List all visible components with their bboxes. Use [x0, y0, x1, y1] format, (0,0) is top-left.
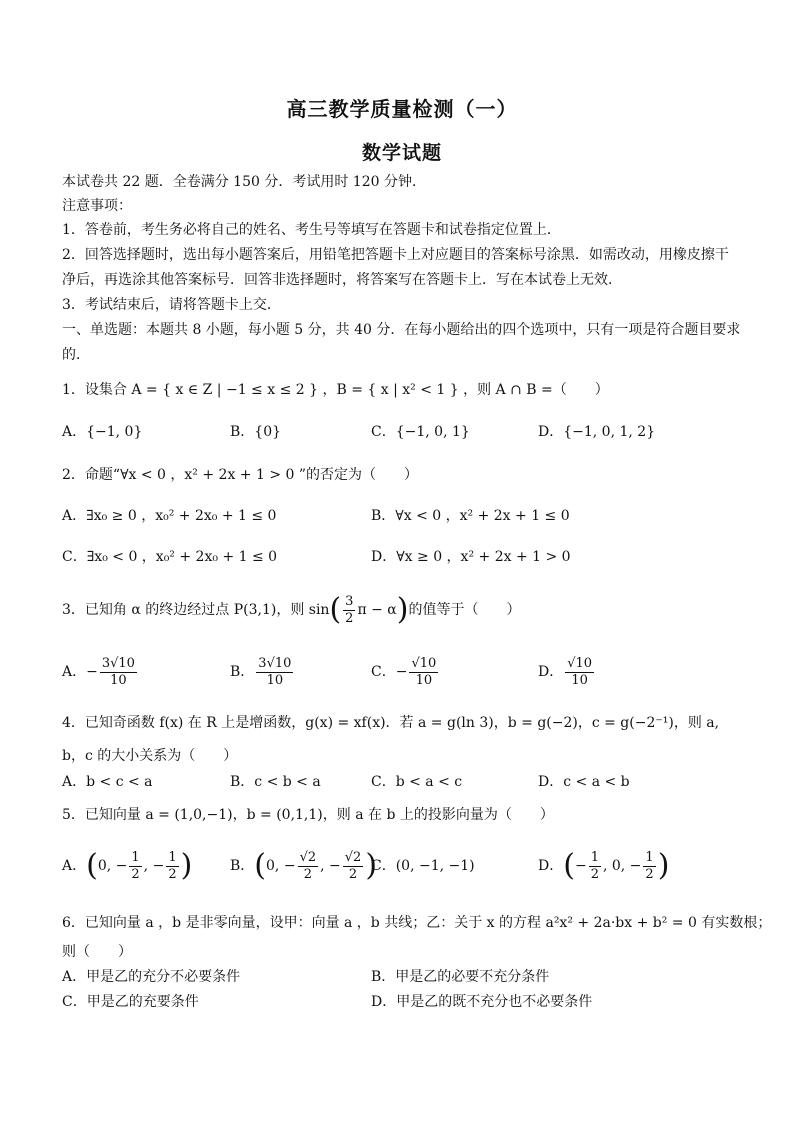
- q5-b-pre: 0, −: [266, 858, 296, 874]
- notes-heading: 注意事项：: [62, 198, 132, 214]
- q5-d-n2: 1: [645, 849, 654, 865]
- q3-option-b: [230, 652, 295, 692]
- q5-option-b: [230, 846, 377, 886]
- q5-d-pre: −: [574, 858, 587, 874]
- q6-option-b: B．甲是乙的必要不充分条件: [371, 969, 550, 985]
- q3-d-fraction: [565, 656, 594, 689]
- q5-d-label: D．: [538, 858, 564, 874]
- q6-option-c: C．甲是乙的充要条件: [62, 994, 199, 1010]
- q4-option-c: C．b < a < c: [371, 774, 463, 790]
- q4-option-a: A．b < c < a: [62, 774, 153, 790]
- q5-a-frac2: [166, 850, 178, 883]
- q5-a-frac1: [129, 850, 141, 883]
- question-4-stem-a: 4．已知奇函数 f(x) 在 R 上是增函数，g(x) = xf(x)．若 a = g(ln 3)，b = g(−2)，c = g(−2⁻¹)，则 a,: [62, 715, 720, 731]
- q5-a-d1: 2: [131, 866, 140, 882]
- q6-option-a: A．甲是乙的充分不必要条件: [62, 969, 241, 985]
- q3-d-den: 10: [571, 672, 588, 688]
- q5-a-mid: , −: [143, 858, 165, 874]
- q3-frac-num: 3: [345, 593, 354, 609]
- q3-c-den: 10: [415, 672, 433, 688]
- q5-d-frac2: [643, 850, 655, 883]
- note-3: 3．考试结束后，请将答题卡上交．: [62, 297, 281, 313]
- section-heading-b: 的．: [62, 347, 90, 363]
- q5-option-a: [62, 846, 192, 886]
- q5-d-rparen: ): [657, 848, 670, 883]
- question-1-stem: 1．设集合 A = { x ∈ Z | −1 ≤ x ≤ 2 } ，B = { x | x² < 1 } ，则 A ∩ B =（ ）: [62, 382, 609, 398]
- q4-option-d: D．c < a < b: [538, 774, 630, 790]
- q5-option-c: C．(0, −1, −1): [371, 858, 475, 874]
- q5-b-frac2: [343, 850, 364, 883]
- q3-option-a: [62, 652, 139, 692]
- q3-b-label: B．: [230, 664, 255, 680]
- q1-option-c: C．{−1, 0, 1}: [371, 424, 470, 440]
- question-3-stem: [62, 590, 520, 630]
- q5-a-pre: 0, −: [97, 858, 128, 874]
- q5-d-n1: 1: [590, 849, 599, 865]
- q5-a-n1: 1: [131, 849, 140, 865]
- q5-d-mid: , 0, −: [602, 858, 642, 874]
- q3-arg-post: π − α: [357, 602, 397, 618]
- q3-fraction: [343, 594, 355, 627]
- q2-option-a: A．∃x₀ ≥ 0 ，x₀² + 2x₀ + 1 ≤ 0: [62, 508, 277, 524]
- q5-a-rparen: ): [180, 848, 193, 883]
- exam-title: 高三教学质量检测（一）: [286, 97, 518, 121]
- note-2-line-a: 2．回答选择题时，选出每小题答案后，用铅笔把答题卡上对应题目的答案标号涂黑．如需改动，用橡皮擦干: [62, 247, 729, 263]
- q5-d-d2: 2: [645, 866, 654, 882]
- q3-c-label: C．−: [371, 664, 408, 680]
- q3-b-num: 3√10: [258, 655, 292, 671]
- q5-a-d2: 2: [168, 866, 177, 882]
- q5-b-rparen: ): [365, 848, 378, 883]
- question-2-stem: 2．命题“∀x < 0 ，x² + 2x + 1 > 0 ”的否定为（ ）: [62, 467, 419, 483]
- q3-d-num: √10: [567, 655, 593, 671]
- intro-line: 本试卷共 22 题．全卷满分 150 分．考试用时 120 分钟．: [62, 174, 426, 190]
- q5-b-lparen: (: [254, 848, 267, 883]
- q5-b-frac1: [298, 850, 319, 883]
- q3-stem-pre: 3．已知角 α 的终边经过点 P(3,1)，则 sin: [62, 602, 330, 618]
- q3-c-fraction: [409, 656, 438, 689]
- q5-a-n2: 1: [168, 849, 177, 865]
- q3-a-fraction: [100, 656, 137, 689]
- q2-option-d: D．∀x ≥ 0 ，x² + 2x + 1 > 0: [371, 549, 571, 565]
- q6-option-d: D．甲是乙的既不充分也不必要条件: [371, 994, 593, 1010]
- q3-option-d: [538, 652, 596, 692]
- q5-d-frac1: [589, 850, 601, 883]
- q5-b-n1: √2: [299, 849, 317, 865]
- q1-option-d: D．{−1, 0, 1, 2}: [538, 424, 656, 440]
- q3-d-label: D．: [538, 664, 564, 680]
- section-heading-a: 一、单选题：本题共 8 小题，每小题 5 分，共 40 分．在每小题给出的四个选项中，只有一项是符合题目要求: [62, 322, 741, 338]
- q5-d-lparen: (: [563, 848, 575, 883]
- q5-b-d2: 2: [348, 866, 358, 882]
- q5-b-d1: 2: [303, 866, 312, 882]
- q3-left-paren: (: [329, 592, 342, 627]
- q3-a-label: A．−: [62, 664, 98, 680]
- question-6-stem-b: 则（ ）: [62, 944, 132, 960]
- q1-option-a: A．{−1, 0}: [62, 424, 143, 440]
- q3-a-num: 3√10: [101, 655, 135, 671]
- q3-stem-post: 的值等于（ ）: [408, 602, 521, 618]
- q3-right-paren: ): [396, 592, 409, 627]
- note-1: 1．答卷前，考生务必将自己的姓名、考生号等填写在答题卡和试卷指定位置上．: [62, 222, 561, 238]
- q3-a-den: 10: [110, 672, 127, 688]
- q1-option-b: B．{0}: [230, 424, 282, 440]
- note-2-line-b: 净后，再选涂其他答案标号．回答非选择题时，将答案写在答题卡上．写在本试卷上无效．: [62, 272, 622, 288]
- q3-option-c: [371, 652, 440, 692]
- q5-b-mid: , −: [320, 858, 341, 874]
- q2-option-b: B．∀x < 0 ，x² + 2x + 1 ≤ 0: [371, 508, 570, 524]
- question-4-stem-b: b，c 的大小关系为（ ）: [62, 748, 238, 764]
- q3-c-num: √10: [411, 655, 437, 671]
- q5-a-lparen: (: [86, 848, 98, 883]
- q5-a-label: A．: [62, 858, 87, 874]
- q4-option-b: B．c < b < a: [230, 774, 321, 790]
- q5-d-d1: 2: [590, 866, 599, 882]
- q5-b-n2: √2: [344, 849, 362, 865]
- q3-b-den: 10: [266, 672, 284, 688]
- q5-b-label: B．: [230, 858, 255, 874]
- exam-subtitle: 数学试题: [361, 142, 442, 164]
- q5-option-d: [538, 846, 669, 886]
- q3-frac-den: 2: [345, 610, 354, 626]
- q2-option-c: C．∃x₀ < 0 ，x₀² + 2x₀ + 1 ≤ 0: [62, 549, 278, 565]
- question-6-stem-a: 6．已知向量 a ，b 是非零向量，设甲：向量 a ，b 共线；乙：关于 x 的方程 a²x² + 2a·bx + b² = 0 有实数根；: [62, 915, 772, 931]
- question-5-stem: 5．已知向量 a = (1,0,−1)，b = (0,1,1)，则 a 在 b 上的投影向量为（ ）: [62, 807, 554, 823]
- q3-b-fraction: [256, 656, 293, 689]
